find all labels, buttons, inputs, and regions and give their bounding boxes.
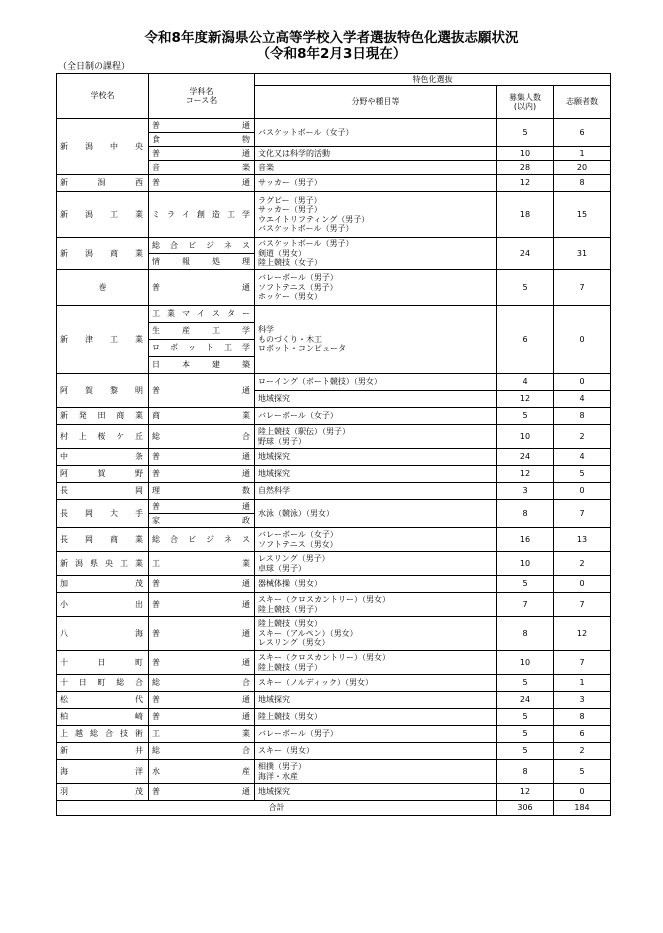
- school-name: 阿賀野: [57, 466, 149, 483]
- field-line: 音楽: [258, 162, 274, 172]
- applicants-cell: 0: [554, 306, 611, 374]
- table-row: [57, 576, 611, 593]
- field-line: スキー（ノルディック）（男女）: [258, 678, 374, 688]
- field-line: 自然科学: [258, 486, 290, 496]
- quota-cell: 24: [497, 449, 554, 466]
- table-row: [57, 408, 611, 425]
- school-name: 新発田商業: [57, 408, 149, 425]
- field-line: 地域探究: [258, 394, 290, 404]
- school-name: 羽茂: [57, 784, 149, 801]
- field-line: バスケットボール（男子）: [258, 239, 354, 249]
- course-name: 音楽: [149, 161, 255, 175]
- field-line: 文化又は科学的活動: [258, 148, 330, 158]
- field-cell: [255, 528, 497, 552]
- school-name: 柏崎: [57, 709, 149, 726]
- school-name: 新潟中央: [57, 119, 149, 175]
- field-cell: [255, 593, 497, 617]
- field-line: スキー（アルペン）（男女）: [258, 628, 358, 638]
- course-name: 普通: [149, 617, 255, 651]
- field-cell: [255, 500, 497, 528]
- applicants-cell: 13: [554, 528, 611, 552]
- school-name: 八海: [57, 617, 149, 651]
- course-name: 総合: [149, 675, 255, 692]
- school-name: 新潟商業: [57, 238, 149, 270]
- course-name: 工業: [149, 726, 255, 743]
- school-name: 小出: [57, 593, 149, 617]
- field-line: 地域探究: [258, 695, 290, 705]
- school-name: 海洋: [57, 760, 149, 784]
- course-name: 食物: [149, 133, 255, 147]
- field-cell: [255, 784, 497, 801]
- table-row: [57, 593, 611, 617]
- field-line: レスリング（男女）: [258, 638, 330, 648]
- quota-cell: 10: [497, 425, 554, 449]
- field-line: スキー（クロスカントリー）（男女）: [258, 653, 390, 662]
- field-cell: [255, 306, 497, 374]
- header-quota: [497, 86, 554, 119]
- applicants-cell: 8: [554, 175, 611, 192]
- course-name: 普通: [149, 466, 255, 483]
- field-line: 海洋・水産: [258, 771, 298, 781]
- table-row: [57, 726, 611, 743]
- field-line: 卓球（男子）: [258, 563, 306, 573]
- quota-cell: 8: [497, 617, 554, 651]
- field-line: 陸上競技（女子）: [258, 258, 322, 268]
- field-line: サッカー（男子）: [258, 205, 322, 214]
- applicants-cell: 2: [554, 743, 611, 760]
- course-name: 商業: [149, 408, 255, 425]
- course-name: 普通: [149, 709, 255, 726]
- field-cell: [255, 449, 497, 466]
- field-cell: [255, 483, 497, 500]
- quota-cell: 12: [497, 466, 554, 483]
- applicants-cell: 15: [554, 192, 611, 238]
- field-cell: [255, 147, 497, 161]
- field-cell: [255, 270, 497, 306]
- field-line: 地域探究: [258, 787, 290, 797]
- school-name: 新井: [57, 743, 149, 760]
- applicants-cell: 7: [554, 593, 611, 617]
- quota-cell: 12: [497, 391, 554, 408]
- quota-cell: 6: [497, 306, 554, 374]
- field-line: サッカー（男子）: [258, 178, 322, 188]
- table-row: [57, 675, 611, 692]
- quota-cell: 8: [497, 500, 554, 528]
- field-cell: [255, 651, 497, 675]
- course-name: ロボット工学: [149, 340, 255, 357]
- quota-cell: 24: [497, 238, 554, 270]
- table-row: [57, 760, 611, 784]
- applicants-cell: 3: [554, 692, 611, 709]
- table-row: [57, 651, 611, 675]
- header-row-1: [57, 74, 611, 86]
- applicants-cell: 31: [554, 238, 611, 270]
- field-line: スキー（クロスカントリー）（男女）: [258, 595, 390, 604]
- table-row: [57, 617, 611, 651]
- course-name: 総合: [149, 743, 255, 760]
- field-line: バレーボール（男子）: [258, 273, 338, 283]
- school-name: 村上桜ケ丘: [57, 425, 149, 449]
- table-row: [57, 425, 611, 449]
- quota-cell: 5: [497, 408, 554, 425]
- course-name: 工業: [149, 552, 255, 576]
- course-name: 普通: [149, 576, 255, 593]
- field-line: 剣道（男女）: [258, 248, 306, 258]
- field-line: 陸上競技（男子）: [258, 604, 322, 614]
- field-line: 地域探究: [258, 452, 290, 462]
- quota-cell: 28: [497, 161, 554, 175]
- course-name: 普通: [149, 692, 255, 709]
- field-line: 器械体操（男女）: [258, 579, 322, 589]
- applicants-cell: 8: [554, 709, 611, 726]
- field-line: 陸上競技（男女）: [258, 712, 322, 722]
- application-status-table: [56, 73, 611, 816]
- field-line: バスケットボール（男子）: [258, 224, 354, 233]
- header-school: 学校名: [57, 74, 149, 119]
- quota-cell: 5: [497, 576, 554, 593]
- quota-cell: 10: [497, 552, 554, 576]
- quota-cell: 4: [497, 374, 554, 391]
- quota-cell: 7: [497, 593, 554, 617]
- quota-cell: 18: [497, 192, 554, 238]
- table-row: [57, 466, 611, 483]
- applicants-cell: 7: [554, 270, 611, 306]
- school-name: 新潟西: [57, 175, 149, 192]
- field-cell: [255, 709, 497, 726]
- field-cell: [255, 675, 497, 692]
- field-line: 科学: [258, 325, 274, 335]
- field-line: ローイング（ボート競技）（男女）: [258, 377, 382, 387]
- field-line: ソフトテニス（男女）: [258, 539, 338, 549]
- course-name: 普通: [149, 374, 255, 408]
- applicants-cell: 1: [554, 675, 611, 692]
- field-line: ロボット・コンピュータ: [258, 344, 346, 354]
- field-cell: [255, 238, 497, 270]
- school-name: 加茂: [57, 576, 149, 593]
- table-row: [57, 483, 611, 500]
- table-row: [57, 192, 611, 238]
- field-cell: [255, 425, 497, 449]
- applicants-cell: 2: [554, 552, 611, 576]
- page-title: 令和8年度新潟県公立高等学校入学者選抜特色化選抜志願状況: [144, 30, 519, 46]
- school-name: 十日町: [57, 651, 149, 675]
- course-name: 総合ビジネス: [149, 238, 255, 254]
- total-quota: 306: [497, 801, 554, 816]
- field-line: 陸上競技（男女）: [258, 619, 322, 629]
- quota-cell: 16: [497, 528, 554, 552]
- field-line: バレーボール（女子）: [258, 530, 338, 539]
- table-body: [57, 74, 611, 816]
- field-cell: [255, 552, 497, 576]
- field-line: バレーボール（女子）: [258, 411, 338, 421]
- course-name: 普通: [149, 449, 255, 466]
- applicants-cell: 7: [554, 651, 611, 675]
- school-name: 長岡商業: [57, 528, 149, 552]
- applicants-cell: 7: [554, 500, 611, 528]
- course-name: 普通: [149, 175, 255, 192]
- school-name: 巻: [57, 270, 149, 306]
- field-cell: [255, 466, 497, 483]
- header-quota-line2: (以内): [513, 102, 537, 111]
- table-row: [57, 552, 611, 576]
- course-name: 総合ビジネス: [149, 528, 255, 552]
- school-name: 松代: [57, 692, 149, 709]
- table-row: [57, 449, 611, 466]
- school-name: 長岡: [57, 483, 149, 500]
- course-name: ミライ創造工学: [149, 192, 255, 238]
- field-line: 相撲（男子）: [258, 762, 306, 771]
- school-name: 新潟工業: [57, 192, 149, 238]
- applicants-cell: 5: [554, 760, 611, 784]
- field-cell: [255, 161, 497, 175]
- course-name: 普通: [149, 593, 255, 617]
- school-name: 十日町総合: [57, 675, 149, 692]
- table-row: [57, 374, 611, 391]
- applicants-cell: 0: [554, 576, 611, 593]
- quota-cell: 3: [497, 483, 554, 500]
- field-line: バレーボール（男子）: [258, 729, 338, 739]
- field-cell: [255, 692, 497, 709]
- course-name: 普通: [149, 784, 255, 801]
- quota-cell: 5: [497, 119, 554, 147]
- field-cell: [255, 175, 497, 192]
- course-name: 普通: [149, 147, 255, 161]
- table-row: [57, 784, 611, 801]
- applicants-cell: 0: [554, 784, 611, 801]
- field-cell: [255, 119, 497, 147]
- applicants-cell: 20: [554, 161, 611, 175]
- school-name: 新津工業: [57, 306, 149, 374]
- school-name: 長岡大手: [57, 500, 149, 528]
- field-cell: [255, 408, 497, 425]
- total-label: 合計: [57, 801, 497, 816]
- field-cell: [255, 617, 497, 651]
- quota-cell: 5: [497, 743, 554, 760]
- applicants-cell: 8: [554, 408, 611, 425]
- field-line: ホッケー（男女）: [258, 292, 322, 302]
- table-row: [57, 500, 611, 514]
- quota-cell: 8: [497, 760, 554, 784]
- course-name: 普通: [149, 119, 255, 133]
- table-row: [57, 692, 611, 709]
- field-cell: [255, 192, 497, 238]
- header-course-line1: 学科名: [189, 86, 214, 96]
- course-name: 生産工学: [149, 323, 255, 340]
- course-type-note: （全日制の課程）: [58, 62, 131, 72]
- table-row: [57, 270, 611, 306]
- header-special-selection: 特色化選抜: [255, 74, 611, 86]
- field-cell: [255, 726, 497, 743]
- field-line: レスリング（男子）: [258, 554, 330, 563]
- course-name: 理数: [149, 483, 255, 500]
- field-line: 水泳（競泳）（男女）: [258, 508, 334, 518]
- applicants-cell: 6: [554, 726, 611, 743]
- course-name: 普通: [149, 270, 255, 306]
- table-row: [57, 238, 611, 254]
- field-cell: [255, 391, 497, 408]
- field-line: 野球（男子）: [258, 436, 306, 446]
- applicants-cell: 12: [554, 617, 611, 651]
- applicants-cell: 2: [554, 425, 611, 449]
- field-line: ソフトテニス（男子）: [258, 282, 338, 292]
- field-cell: [255, 743, 497, 760]
- field-line: ウエイトリフティング（男子）: [258, 214, 370, 224]
- table-row: [57, 743, 611, 760]
- quota-cell: 12: [497, 175, 554, 192]
- quota-cell: 12: [497, 784, 554, 801]
- field-cell: [255, 576, 497, 593]
- course-name: 水産: [149, 760, 255, 784]
- header-applicants: 志願者数: [554, 86, 611, 119]
- course-name: 日本建築: [149, 357, 255, 374]
- school-name: 上越総合技術: [57, 726, 149, 743]
- school-name: 中条: [57, 449, 149, 466]
- applicants-cell: 6: [554, 119, 611, 147]
- header-field: 分野や種目等: [255, 86, 497, 119]
- course-name: 普通: [149, 651, 255, 675]
- field-line: スキー（男女）: [258, 746, 314, 756]
- total-row: [57, 801, 611, 816]
- course-name: 家政: [149, 514, 255, 528]
- applicants-cell: 5: [554, 466, 611, 483]
- course-name: 情報処理: [149, 254, 255, 270]
- table-row: [57, 175, 611, 192]
- table-row: [57, 528, 611, 552]
- page-subtitle-date: （令和8年2月3日現在）: [256, 46, 407, 62]
- school-name: 新潟県央工業: [57, 552, 149, 576]
- field-cell: [255, 760, 497, 784]
- course-name: 総合: [149, 425, 255, 449]
- header-course: [149, 74, 255, 119]
- field-line: ラグビー（男子）: [258, 195, 322, 205]
- field-line: 陸上競技（駅伝）（男子）: [258, 427, 350, 436]
- table-row: [57, 709, 611, 726]
- course-name: 工業マイスター: [149, 306, 255, 323]
- applicants-cell: 0: [554, 483, 611, 500]
- field-line: 地域探究: [258, 469, 290, 479]
- total-applicants: 184: [554, 801, 611, 816]
- school-name: 阿賀黎明: [57, 374, 149, 408]
- quota-cell: 5: [497, 709, 554, 726]
- quota-cell: 5: [497, 675, 554, 692]
- table-row: [57, 306, 611, 323]
- table-row: [57, 119, 611, 133]
- field-line: ものづくり・木工: [258, 334, 322, 344]
- applicants-cell: 4: [554, 449, 611, 466]
- header-course-line2: コース名: [185, 96, 218, 105]
- quota-cell: 5: [497, 726, 554, 743]
- quota-cell: 10: [497, 147, 554, 161]
- applicants-cell: 4: [554, 391, 611, 408]
- applicants-cell: 1: [554, 147, 611, 161]
- quota-cell: 5: [497, 270, 554, 306]
- header-quota-line1: 募集人数: [509, 92, 541, 102]
- field-line: 陸上競技（男子）: [258, 662, 322, 672]
- quota-cell: 10: [497, 651, 554, 675]
- field-line: バスケットボール（女子）: [258, 127, 354, 137]
- applicants-cell: 0: [554, 374, 611, 391]
- field-cell: [255, 374, 497, 391]
- course-name: 普通: [149, 500, 255, 514]
- quota-cell: 24: [497, 692, 554, 709]
